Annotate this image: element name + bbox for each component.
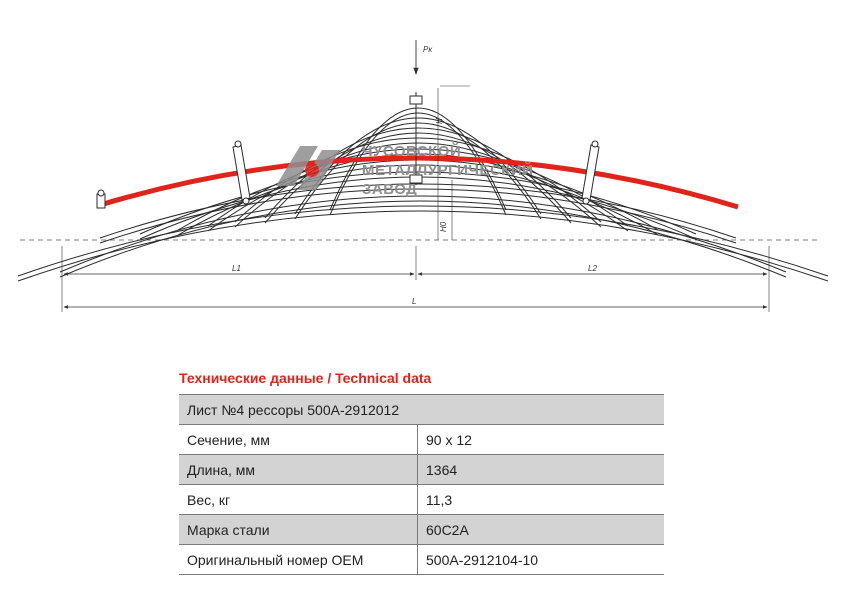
row-value: 60С2А	[418, 515, 665, 545]
row-label: Оригинальный номер OEM	[179, 545, 418, 575]
dim-l-label: L	[412, 297, 417, 306]
table-row	[179, 425, 664, 455]
spring-leaf	[140, 177, 696, 239]
row-label: Вес, кг	[179, 485, 418, 515]
row-value: 11,3	[418, 485, 665, 515]
logo-line1: ЧУСОВСКОЙ	[362, 143, 462, 160]
row-label: Сечение, мм	[179, 425, 418, 455]
table-header-cell: Лист №4 рессоры 500А-2912012	[179, 395, 664, 425]
dim-h-label: H	[435, 118, 444, 124]
technical-data-table	[179, 394, 664, 575]
load-label: Pк	[423, 45, 433, 54]
dim-l2-label: L2	[588, 264, 597, 273]
table-row	[179, 455, 664, 485]
dim-h0-label: H0	[439, 221, 448, 232]
table-row	[179, 485, 664, 515]
table-header-row	[179, 395, 664, 425]
dim-l1-label: L1	[232, 264, 241, 273]
left-end-clip	[97, 190, 105, 208]
row-value: 500А-2912104-10	[418, 545, 665, 575]
row-value: 1364	[418, 455, 665, 485]
spring-leaf	[100, 189, 736, 243]
table-row	[179, 515, 664, 545]
row-label: Длина, мм	[179, 455, 418, 485]
technical-data-title: Технические данные / Technical data	[179, 370, 432, 386]
table-row	[179, 545, 664, 575]
row-label: Марка стали	[179, 515, 418, 545]
spring-leaf	[18, 211, 828, 281]
logo-line2: МЕТАЛЛУРГИЧЕСКИЙ	[362, 162, 534, 179]
logo-line3: ЗАВОД	[362, 181, 418, 198]
row-value: 90 х 12	[418, 425, 665, 455]
spring-leaf	[18, 206, 828, 276]
